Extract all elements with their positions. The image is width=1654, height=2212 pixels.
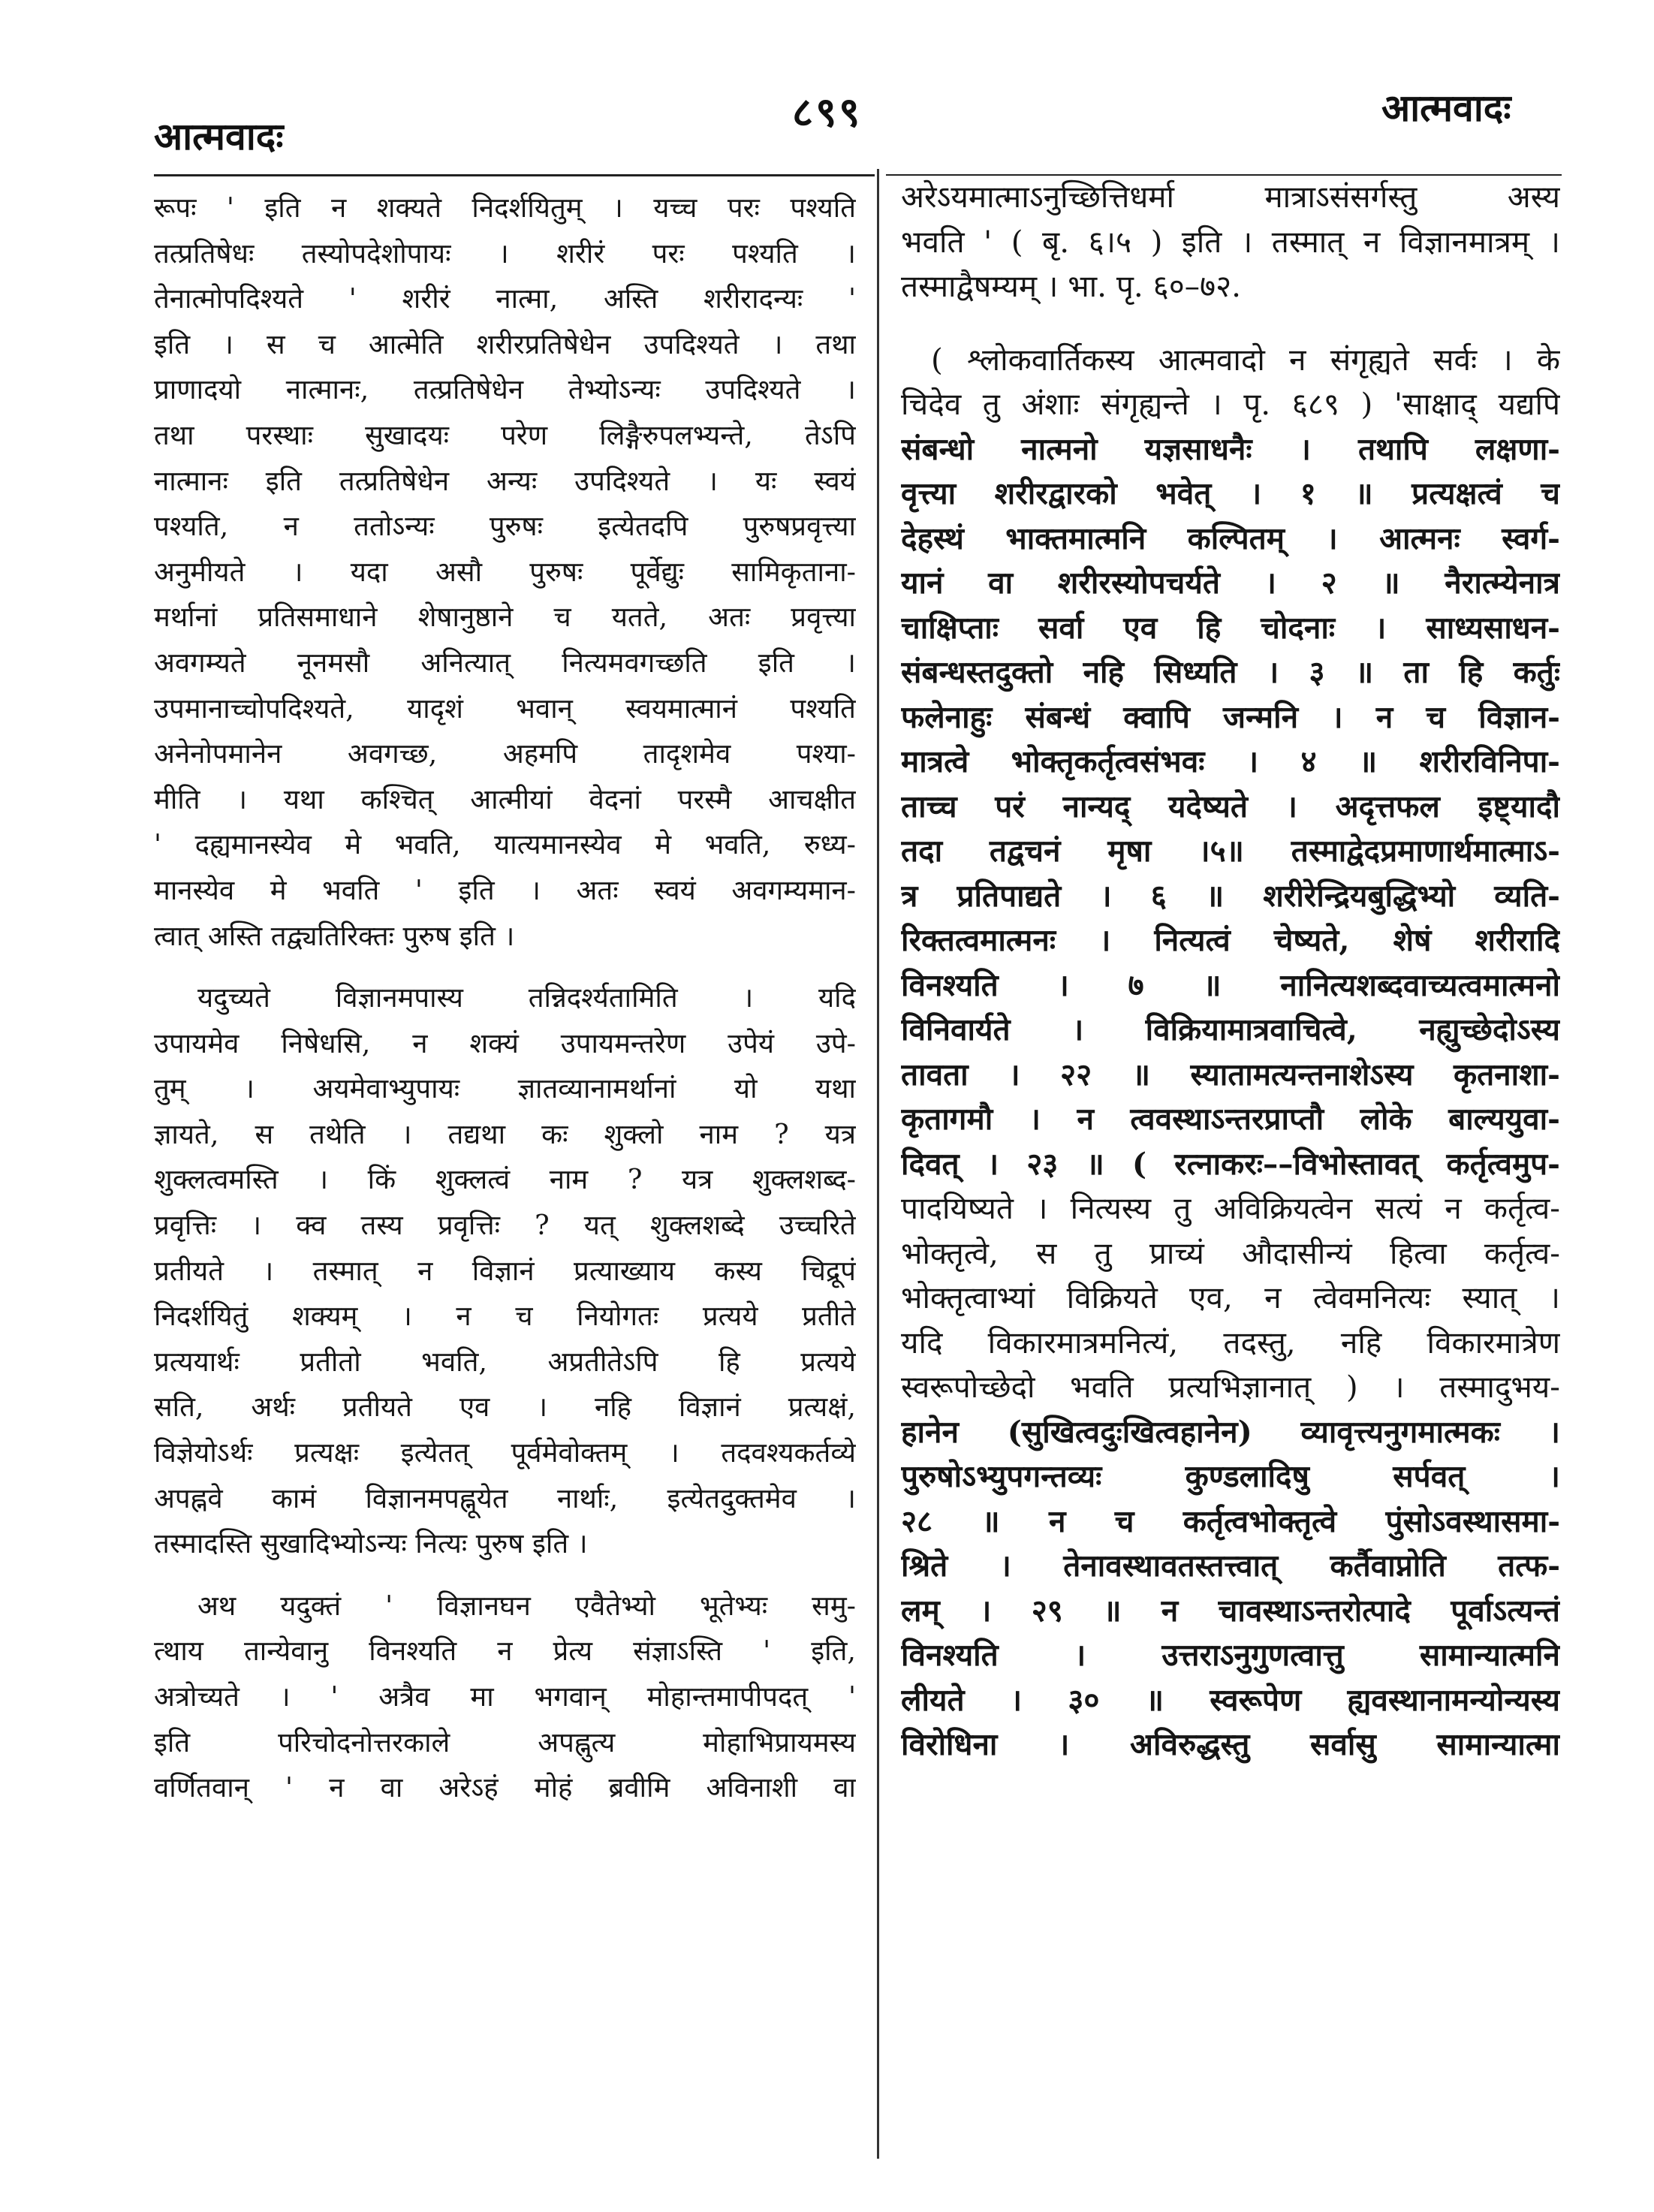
verse-line: देहस्थं भाक्तमात्मनि कल्पितम् । आत्मनः स्वर्ग- [901,520,1560,556]
text-line: रूपः ' इति न शक्यते निदर्शयितुम् । यच्च परः पश्यति [154,191,856,224]
text-line: नात्मानः इति तत्प्रतिषेधेन अन्यः उपदिश्यते । यः स्वयं [154,464,856,497]
paragraph-gap [154,1567,856,1584]
verse-line: ताच्च परं नान्यद् यदेष्यते । अदृत्तफल इष्ट्यादौ [901,788,1560,824]
text-line: ' दह्यमानस्येव मे भवति, यात्यमानस्येव मे भवति, रुध्य- [154,828,856,861]
verse-line: त्र प्रतिपाद्यते । ६ ॥ शरीरेन्द्रियबुद्धिभ्यो व्यति- [901,877,1560,914]
text-line: प्राणादयो नात्मानः, तत्प्रतिषेधेन तेभ्योऽन्यः उपदिश्यते । [154,373,856,406]
text-line: अरेऽयमात्माऽनुच्छित्तिधर्मा मात्राऽसंसर्गस्तु अस्य [901,179,1560,215]
text-line: सति, अर्थः प्रतीयते एव । नहि विज्ञानं प्रत्यक्षं, [154,1391,856,1424]
verse-line: विनिवार्यते । विक्रियामात्रवाचित्वे, नह्युच्छेदोऽस्य [901,1011,1560,1047]
text-line: उपमानाच्चोपदिश्यते, यादृशं भवान् स्वयमात्मानं पश्यति [154,692,856,725]
text-line: वर्णितवान् ' न वा अरेऽहं मोहं ब्रवीमि अविनाशी वा [154,1771,856,1804]
left-column [154,185,856,1811]
verse-line: वृत्त्या शरीरद्वारको भवेत् । १ ॥ प्रत्यक्षत्वं च [901,475,1560,511]
verse-line: लम् । २९ ॥ न चावस्थाऽन्तरोत्पादे पूर्वाऽत्यन्तं [901,1592,1560,1629]
text-line: तस्माद्वैषम्यम् । भा. पृ. ६०–७२. [901,268,1242,304]
text-line: इति परिचोदनोत्तरकाले अपह्नुत्य मोहाभिप्रायमस्य [154,1725,856,1758]
text-line: यदि विकारमात्रमनित्यं, तदस्तु, नहि विकारमात्रेण [901,1324,1560,1361]
verse-line: तदा तद्वचनं मृषा ।५॥ तस्माद्वेदप्रमाणार्थमात्माऽ- [901,833,1560,869]
text-line: भोक्तृत्वे, स तु प्राच्यं औदासीन्यं हित्वा कर्तृत्व- [901,1234,1560,1271]
verse-line: विरोधिना । अविरुद्धस्तु सर्वासु सामान्यात्मा [901,1726,1560,1762]
text-line: प्रतीयते । तस्मात् न विज्ञानं प्रत्याख्याय कस्य चिद्रूपं [154,1254,856,1287]
text-line: प्रवृत्तिः । क्व तस्य प्रवृत्तिः ? यत् शुक्लशब्दे उच्चरिते [154,1209,856,1242]
text-line: पादयिष्यते । नित्यस्य तु अविक्रियत्वेन सत्यं न कर्तृत्व- [901,1190,1560,1226]
verse-line: पुरुषोऽभ्युपगन्तव्यः कुण्डलादिषु सर्पवत् । [901,1458,1560,1494]
text-line: अनुमीयते । यदा असौ पुरुषः पूर्वेद्युः सामिकृताना- [154,555,856,588]
paragraph-gap [901,309,1560,338]
text-line: तस्मादस्ति सुखादिभ्योऽन्यः नित्यः पुरुष इति । [154,1527,588,1560]
text-line: चिदेव तु अंशाः संगृह्यन्ते । पृ. ६८९ ) 'साक्षाद् यद्यपि [901,386,1560,422]
verse-line: कृतागमौ । न त्ववस्थाऽन्तरप्राप्तौ लोके बाल्ययुवा- [901,1101,1560,1137]
text-line: मर्थानां प्रतिसमाधाने शेषानुष्ठाने च यतते, अतः प्रवृत्त्या [154,601,856,634]
verse-line: रिक्तत्वमात्मनः । नित्यत्वं चेष्यते, शेषं शरीरादि [901,922,1560,958]
text-line: भोक्तृत्वाभ्यां विक्रियते एव, न त्वेवमनित्यः स्यात् । [901,1279,1560,1315]
text-line: तुम् । अयमेवाभ्युपायः ज्ञातव्यानामर्थानां यो यथा [154,1072,856,1105]
text-line: भवति ' ( बृ. ६।५ ) इति । तस्मात् न विज्ञानमात्रम् । [901,223,1560,260]
verse-line: यानं वा शरीरस्योपचर्यते । २ ॥ नैरात्म्येनात्र [901,565,1560,601]
page-number: ८९९ [792,88,863,136]
right-column [901,175,1560,1767]
text-line: उपायमेव निषेधसि, न शक्यं उपायमन्तरेण उपेयं उपे- [154,1026,856,1059]
text-line: निदर्शयितुं शक्यम् । न च नियोगतः प्रत्यये प्रतीते [154,1300,856,1333]
text-line: अथ यदुक्तं ' विज्ञानघन एवैतेभ्यो भूतेभ्यः समु- [197,1589,856,1622]
text-line: ( श्लोकवार्तिकस्य आत्मवादो न संगृह्यते सर्वः । के [931,341,1560,378]
text-line: पश्यति, न ततोऽन्यः पुरुषः इत्येतदपि पुरुषप्रवृत्त्या [154,510,856,543]
text-line: त्थाय तान्येवानु विनश्यति न प्रेत्य संज्ञाऽस्ति ' इति, [154,1635,856,1668]
running-header-left: आत्मवादः [154,114,284,158]
text-line: यदुच्यते विज्ञानमपास्य तन्निदर्श्यतामिति । यदि [197,981,856,1014]
paragraph-gap [154,959,856,975]
text-line: शुक्लत्वमस्ति । किं शुक्लत्वं नाम ? यत्र शुक्लशब्द- [154,1163,856,1196]
verse-line: संबन्धो नात्मनो यज्ञसाधनैः । तथापि लक्षणा- [901,430,1560,467]
running-header-right: आत्मवादः [1381,86,1511,130]
verse-line: विनश्यति । ७ ॥ नानित्यशब्दवाच्यत्वमात्मनो [901,966,1560,1003]
verse-line: तावता । २२ ॥ स्यातामत्यन्तनाशेऽस्य कृतनाशा- [901,1056,1560,1092]
text-line: मानस्येव मे भवति ' इति । अतः स्वयं अवगम्यमान- [154,873,856,906]
text-line: अवगम्यते नूनमसौ अनित्यात् नित्यमवगच्छति इति । [154,646,856,679]
verse-line: चाक्षिप्ताः सर्वा एव हि चोदनाः । साध्यसाधन- [901,609,1560,646]
text-line: विज्ञेयोऽर्थः प्रत्यक्षः इत्येतत् पूर्वमेवोक्तम् । तदवश्यकर्तव्ये [154,1436,856,1469]
text-line: इति । स च आत्मेति शरीरप्रतिषेधेन उपदिश्यते । तथा [154,327,856,360]
verse-line: विनश्यति । उत्तराऽनुगुणत्वात्तु सामान्यात्मनि [901,1637,1560,1673]
text-line: तथा परस्थाः सुखादयः परेण लिङ्गैरुपलभ्यन्ते, तेऽपि [154,418,856,451]
verse-line: हानेन (सुखित्वदुःखित्वहानेन) व्यावृत्त्यनुगमात्मकः । [901,1413,1560,1450]
verse-line: लीयते । ३० ॥ स्वरूपेण ह्यवस्थानामन्योन्यस्य [901,1681,1560,1718]
text-line: स्वरूपोच्छेदो भवति प्रत्यभिज्ञानात् ) । तस्मादुभय- [901,1369,1560,1405]
text-line: अत्रोच्यते । ' अत्रैव मा भगवान् मोहान्तमापीपदत् ' [154,1680,856,1713]
column-divider [877,169,879,2159]
verse-line: संबन्धस्तदुक्तो नहि सिध्यति । ३ ॥ ता हि कर्तुः [901,654,1560,690]
verse-line: फलेनाहुः संबन्धं क्वापि जन्मनि । न च विज्ञान- [901,698,1560,735]
verse-line: मात्रत्वे भोक्तृकर्तृत्वसंभवः । ४ ॥ शरीरविनिपा- [901,743,1560,779]
verse-line: श्रिते । तेनावस्थावतस्तत्त्वात् कर्तैवाप्नोति तत्फ- [901,1547,1560,1584]
verse-line: दिवत् । २३ ॥ ( रत्नाकरः––विभोस्तावत् कर्तृत्वमुप- [901,1145,1560,1182]
header-rule-left [154,174,875,176]
text-line: अनेनोपमानेन अवगच्छ, अहमपि तादृशमेव पश्या- [154,737,856,770]
verse-line: २८ ॥ न च कर्तृत्वभोक्तृत्वे पुंसोऽवस्थासमा- [901,1502,1560,1539]
text-line: प्रत्ययार्थः प्रतीतो भवति, अप्रतीतेऽपि हि प्रत्यये [154,1345,856,1378]
text-line: ज्ञायते, स तथेति । तद्यथा कः शुक्लो नाम ? यत्र [154,1117,856,1150]
text-line: त्वात् अस्ति तद्व्यतिरिक्तः पुरुष इति । [154,919,515,952]
text-line: तेनात्मोपदिश्यते ' शरीरं नात्मा, अस्ति शरीरादन्यः ' [154,282,856,315]
text-line: तत्प्रतिषेधः तस्योपदेशोपायः । शरीरं परः पश्यति । [154,237,856,270]
text-line: मीति । यथा कश्चित् आत्मीयां वेदनां परस्मै आचक्षीत [154,782,856,815]
text-line: अपह्नवे कामं विज्ञानमपह्नूयेत नार्थाः, इत्येतदुक्तमेव । [154,1481,856,1514]
